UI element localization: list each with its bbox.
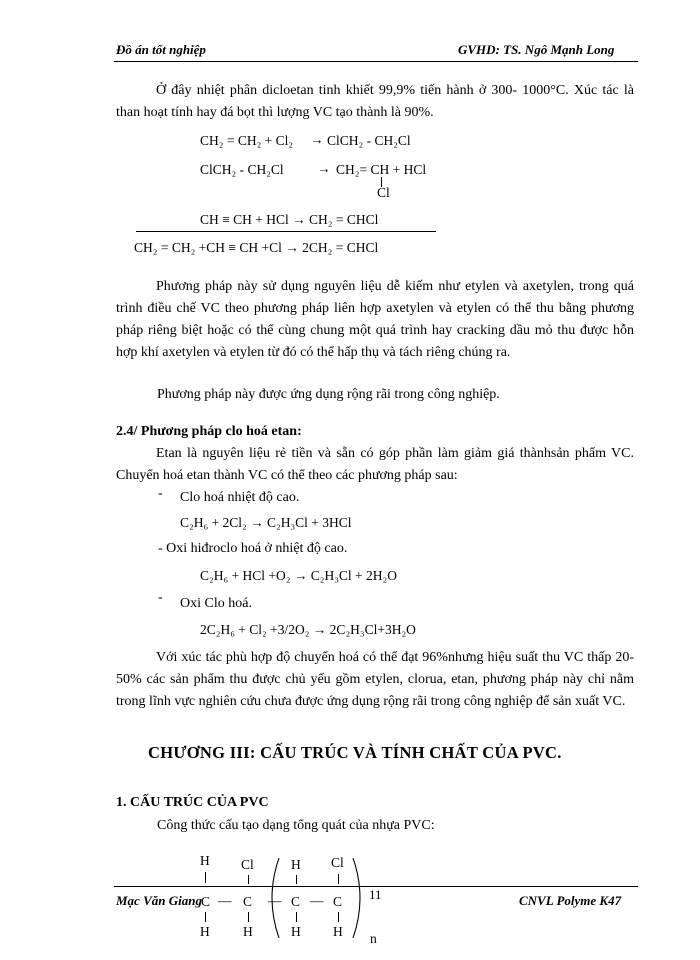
- bullet-1: -: [158, 486, 163, 501]
- bond-line: [205, 872, 206, 883]
- equation-3: CH ≡ CH + HCl → CH₂ = CHCl: [200, 212, 379, 227]
- chapter-title: CHƯƠNG III: CẤU TRÚC VÀ TÍNH CHẤT CỦA PVC.: [148, 743, 562, 762]
- sum-rule: [136, 231, 436, 232]
- footer-right: CNVL Polyme K47: [519, 893, 622, 908]
- left-parenthesis: [262, 856, 282, 940]
- intro-paragraph: Ở đây nhiệt phân dicloetan tinh khiết 99,9% tiến hành ở 300- 1000°C. Xúc tác là than hoạt tính hay đá bọt thì lượng VC tạo thành là 90%.: [116, 83, 634, 120]
- carbon-2: C: [243, 894, 253, 909]
- header-right: GVHD: TS. Ngô Mạnh Long: [458, 42, 615, 57]
- footer-left: Mạc Văn Giang: [116, 893, 202, 908]
- carbon-4: C: [333, 894, 343, 909]
- bond-dash: —: [218, 893, 232, 908]
- section-1-heading: 1. CẤU TRÚC CỦA PVC: [116, 795, 269, 810]
- bond-line: [338, 874, 339, 884]
- atom-bottom-4: H: [333, 924, 343, 939]
- bond-line: [205, 912, 206, 922]
- bond-line: [296, 875, 297, 884]
- atom-top-2: Cl: [241, 857, 254, 872]
- bullet-3: -: [158, 590, 163, 605]
- right-parenthesis: [350, 856, 370, 940]
- atom-bottom-1: H: [200, 924, 210, 939]
- equation-2-substituent: Cl: [377, 185, 390, 200]
- paragraph-2: Phương pháp này sử dụng nguyên liệu dễ kiếm như etylen và axetylen, trong quá trình điều chế VC theo phương pháp liên hợp axetylen và etylen có thể thu bằng phương pháp riêng biệt hoặc có thể cùng chung một quá trình hay cracking dầu mỏ thu được hỗn hợp khí axetylen và etylen từ đó có thể hấp thụ và tách riêng chúng ra.: [116, 279, 634, 360]
- section-2-4-heading: 2.4/ Phương pháp clo hoá etan:: [116, 424, 302, 439]
- bond-dash: —: [310, 893, 324, 908]
- atom-bottom-3: H: [291, 924, 301, 939]
- reaction-2: C₂H₆ + HCl +O₂ → C₂H₃Cl + 2H₂O: [200, 568, 397, 583]
- equation-1-right: ClCH₂ - CH₂Cl: [327, 133, 411, 148]
- equation-1-left: CH₂ = CH₂ + Cl₂: [200, 133, 294, 148]
- arrow-icon: →: [310, 132, 324, 147]
- list-item-1: Clo hoá nhiệt độ cao.: [180, 490, 300, 505]
- carbon-1: C: [201, 894, 211, 909]
- header-left: Đồ án tốt nghiệp: [116, 42, 206, 57]
- bond-line: [338, 912, 339, 922]
- equation-2-product: CH₂= CH + HCl: [336, 162, 427, 177]
- bond-line: [296, 912, 297, 922]
- bond-line: [248, 912, 249, 922]
- reaction-3: 2C₂H₆ + Cl₂ +3/2O₂ → 2C₂H₃Cl+3H₂O: [200, 622, 416, 637]
- arrow-icon: →: [317, 161, 331, 176]
- carbon-3: C: [291, 894, 301, 909]
- bond-line: [248, 875, 249, 884]
- repeat-subscript: n: [370, 931, 377, 946]
- section-2-4-paragraph: Etan là nguyên liệu rẻ tiền và sẵn có góp phần làm giảm giá thànhsản phẩm VC. Chuyển hoá etan thành VC có thể theo các phương pháp sau:: [116, 446, 634, 483]
- header-rule: [114, 61, 638, 62]
- atom-bottom-2: H: [243, 924, 253, 939]
- section-1-paragraph: Công thức cấu tạo dạng tổng quát của nhựa PVC:: [157, 818, 435, 833]
- atom-top-3: H: [291, 857, 301, 872]
- equation-4: CH₂ = CH₂ +CH ≡ CH +Cl → 2CH₂ = CHCl: [134, 240, 379, 255]
- list-item-2: - Oxi hiđroclo hoá ở nhiệt độ cao.: [158, 541, 348, 556]
- page-number: 11: [369, 887, 382, 902]
- section-2-4-closing: Với xúc tác phù hợp độ chuyển hoá có thể đạt 96%nhưng hiệu suất thu VC thấp 20-50% các sản phẩm thu được chủ yếu gồm etylen, clorua, etan, phương pháp này chỉ nằm trong lĩnh vực nghiên cứu chưa được ứng dụng rộng rãi trong công nghiệp để sản xuất VC.: [116, 650, 634, 709]
- reaction-1: C₂H₆ + 2Cl₂ → C₂H₃Cl + 3HCl: [180, 515, 352, 530]
- paragraph-3: Phương pháp này được ứng dụng rộng rãi trong công nghiệp.: [157, 387, 500, 402]
- list-item-3: Oxi Clo hoá.: [180, 596, 252, 611]
- atom-top-4: Cl: [331, 855, 344, 870]
- bond-dash: —: [268, 893, 282, 908]
- atom-top-1: H: [200, 853, 210, 868]
- equation-2-left: ClCH₂ - CH₂Cl: [200, 162, 284, 177]
